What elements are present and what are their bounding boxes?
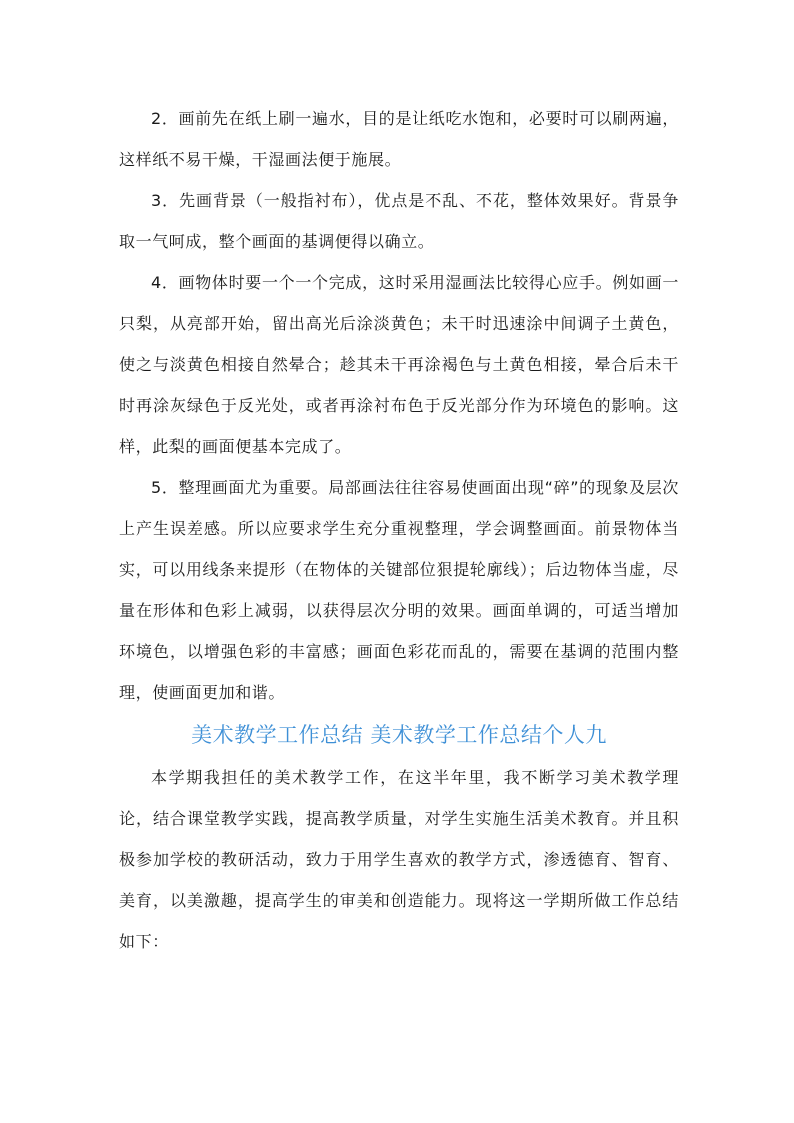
section-heading: 美术教学工作总结 美术教学工作总结个人九: [191, 723, 607, 747]
paragraph-step-3: 3．先画背景（一般指衬布），优点是不乱、不花，整体效果好。背景争取一气呵成，整个画面的基调便得以确立。: [119, 191, 679, 251]
document-body: [119, 98, 679, 962]
paragraph-step-2: 2．画前先在纸上刷一遍水，目的是让纸吃水饱和，必要时可以刷两遍，这样纸不易干燥，干湿画法便于施展。: [119, 109, 679, 169]
paragraph-step-4: 4．画物体时要一个一个完成，这时采用湿画法比较得心应手。例如画一只梨，从亮部开始，留出高光后涂淡黄色；未干时迅速涂中间调子土黄色，使之与淡黄色相接自然晕合；趁其未干再涂褐色与土黄色相接，晕合后未干时再涂灰绿色于反光处，或者再涂衬布色于反光部分作为环境色的影响。这样，此梨的画面便基本完成了。: [119, 273, 679, 456]
paragraph-step-5: 5．整理画面尤为重要。局部画法往往容易使画面出现“碎”的现象及层次上产生误差感。所以应要求学生充分重视整理，学会调整画面。前景物体当实，可以用线条来提形（在物体的关键部位狠提轮廓线）；后边物体当虚，尽量在形体和色彩上减弱，以获得层次分明的效果。画面单调的，可适当增加环境色，以增强色彩的丰富感；画面色彩花而乱的，需要在基调的范围内整理，使画面更加和谐。: [119, 478, 679, 702]
paragraph-intro: 本学期我担任的美术教学工作，在这半年里，我不断学习美术教学理论，结合课堂教学实践，提高教学质量，对学生实施生活美术教育。并且积极参加学校的教研活动，致力于用学生喜欢的教学方式，渗透德育、智育、美育，以美激趣，提高学生的审美和创造能力。现将这一学期所做工作总结如下：: [119, 768, 679, 951]
